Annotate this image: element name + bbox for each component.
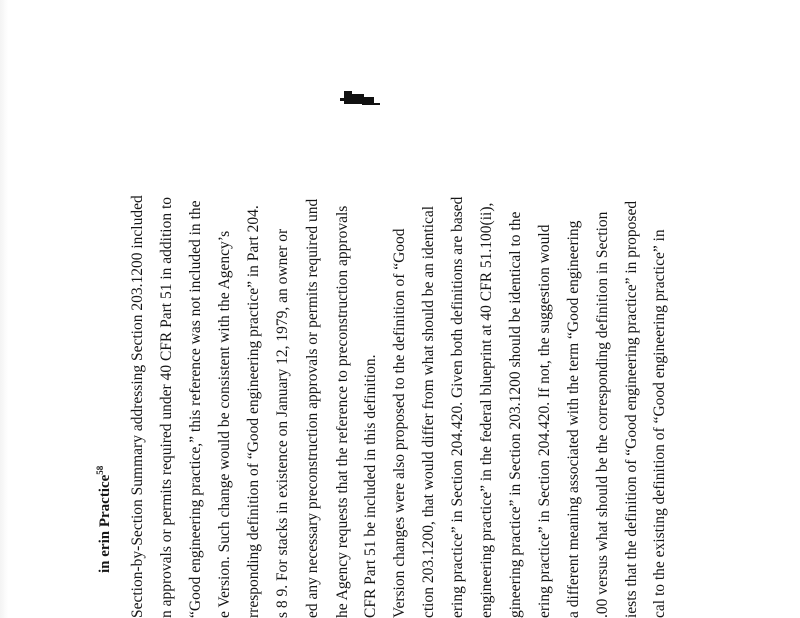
- text-line: iests that the definition of “Good engineering practice” in proposed: [623, 200, 640, 618]
- text-line: ering practice” in Section 204.420. Given both definitions are based: [449, 196, 466, 618]
- footnote-reference: 58: [95, 465, 105, 475]
- section-heading: [92, 466, 114, 573]
- text-line: “Good engineering practice,” this reference was not included in the: [187, 200, 204, 618]
- text-line: rresponding definition of “Good engineering practice” in Part 204.: [245, 205, 262, 618]
- text-line: he Agency requests that the reference to preconstruction approvals: [334, 205, 351, 618]
- text-line: s 8 9. For stacks in existence on January 12, 1979, an owner or: [274, 228, 291, 618]
- text-line: cal to the existing definition of “Good engineering practice” in: [651, 229, 668, 618]
- text-line: CFR Part 51 be included in this definition.: [362, 354, 379, 618]
- text-line: n approvals or permits required under 40 CFR Part 51 in addition to: [158, 196, 175, 618]
- redaction-mark-icon: [338, 88, 382, 108]
- text-line: Version changes were also proposed to the definition of “Good: [391, 228, 408, 618]
- text-line: engineering practice” in the federal blueprint at 40 CFR 51.100(ii),: [478, 202, 495, 618]
- text-line: .00 versus what should be the corresponding definition in Section: [594, 211, 611, 618]
- text-line: ering practice” in Section 204.420. If not, the suggestion would: [536, 224, 553, 618]
- text-line: Section-by-Section Summary addressing Section 203.1200 included: [129, 195, 146, 618]
- scan-edge-shadow: [0, 0, 8, 618]
- heading-text: in erin Practice: [97, 474, 113, 573]
- text-line: ction 203.1200, that would differ from what should be an identical: [420, 205, 437, 618]
- text-line: e Version. Such change would be consistent with the Agency’s: [216, 230, 233, 618]
- text-line: ed any necessary preconstruction approvals or permits required und: [304, 198, 321, 618]
- text-line: gineering practice” in Section 203.1200 should be identical to the: [507, 211, 524, 618]
- text-line: a different meaning associated with the term “Good engineering: [565, 220, 582, 618]
